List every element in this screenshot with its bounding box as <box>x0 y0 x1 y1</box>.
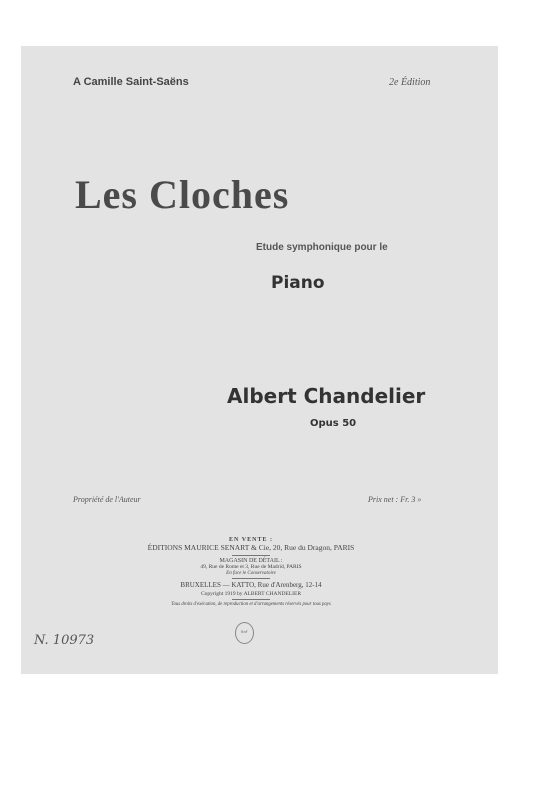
brussels-line: BRUXELLES — KATTO, Rue d'Arenberg, 12-14 <box>180 581 322 590</box>
score-cover <box>21 46 498 674</box>
rights-line: Tous droits d'exécution, de reproduction et d'arrangements réservés pour tous pays <box>171 601 331 607</box>
retail-label: MAGASIN DE DÉTAIL : <box>219 557 283 564</box>
shelfmark: N. 10973 <box>34 633 95 648</box>
retail-address: 49, Rue de Rome et 3, Rue de Madrid, PARIS <box>200 564 302 571</box>
composer-name: Albert Chandelier <box>227 384 426 408</box>
retail-note: En face le Conservatoire <box>226 570 276 576</box>
page-title: Les Cloches <box>75 172 290 217</box>
divider <box>232 578 270 579</box>
library-stamp: BnF <box>235 622 254 644</box>
property-notice: Propriété de l'Auteur <box>73 495 141 504</box>
edition-label: 2e Édition <box>389 77 431 88</box>
opus-number: Opus 50 <box>310 418 357 429</box>
publisher-imprint <box>121 537 381 607</box>
divider <box>232 555 270 556</box>
publisher-line: ÉDITIONS MAURICE SENART & Cie, 20, Rue du Dragon, PARIS <box>147 542 355 552</box>
for-sale-label: EN VENTE : <box>229 537 273 543</box>
divider <box>232 599 270 600</box>
price: Prix net : Fr. 3 » <box>368 495 422 504</box>
copyright-line: Copyright 1919 by ALBERT CHANDELIER <box>200 590 302 597</box>
instrument: Piano <box>271 273 325 293</box>
subtitle: Etude symphonique pour le <box>256 242 388 253</box>
dedication: A Camille Saint-Saëns <box>73 76 189 88</box>
